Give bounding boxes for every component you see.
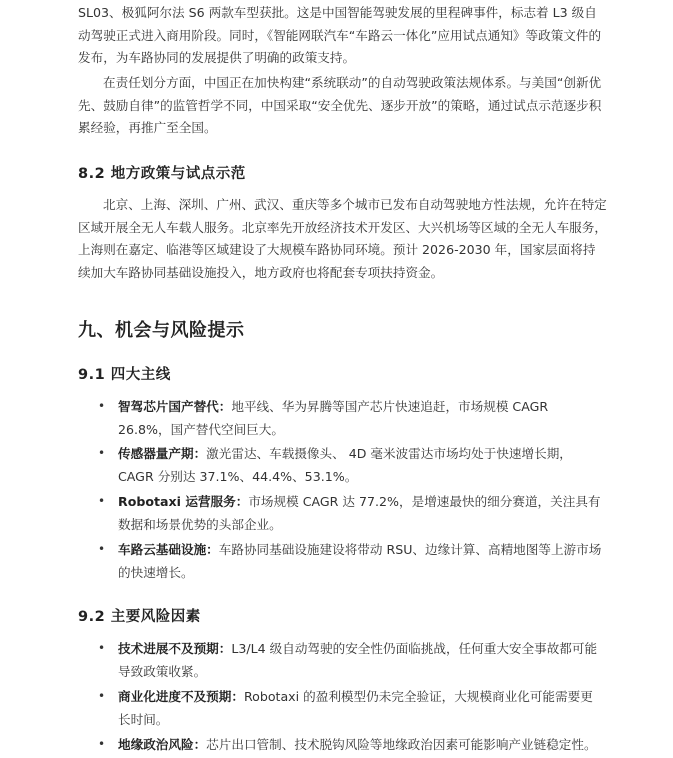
list-item-title: 智驾芯片国产替代： bbox=[118, 399, 232, 414]
bullet-icon: • bbox=[98, 446, 106, 460]
list-item bbox=[118, 734, 602, 757]
list-item-title: 传感器量产期： bbox=[118, 446, 207, 461]
list-item bbox=[118, 396, 602, 441]
section-9-heading: 九、机会与风险提示 bbox=[78, 320, 245, 341]
list-item bbox=[118, 443, 602, 488]
list-item-title: 地缘政治风险： bbox=[118, 737, 207, 752]
intro-paragraph-2: 在责任划分方面，中国正在加快构建“系统联动”的自动驾驶政策法规体系。与美国“创新优先、鼓励自律”的监管哲学不同，中国采取“安全优先、逐步开放”的策略，通过试点示范逐步积累经验，再推广至全国。 bbox=[78, 75, 602, 135]
list-item-text: 地平线、华为昇腾等国产芯片快速追赶，市场规模 CAGR 26.8%，国产替代空间巨大。 bbox=[118, 399, 549, 437]
bullet-icon: • bbox=[98, 689, 106, 703]
list-item-text: L3/L4 级自动驾驶的安全性仍面临挑战，任何重大安全事故都可能导致政策收紧。 bbox=[118, 641, 598, 679]
list-item-title: Robotaxi 运营服务： bbox=[118, 494, 249, 509]
section-9-1-heading: 9.1 四大主线 bbox=[78, 367, 171, 383]
bullet-icon: • bbox=[98, 737, 106, 751]
list-item-text: Robotaxi 的盈利模型仍未完全验证，大规模商业化可能需要更长时间。 bbox=[118, 689, 593, 727]
list-item bbox=[118, 491, 602, 536]
section-8-2-paragraph: 北京、上海、深圳、广州、武汉、重庆等多个城市已发布自动驾驶地方性法规，允许在特定区域开展全无人车载人服务。北京率先开放经济技术开发区、大兴机场等区域的全无人车服务，上海则在嘉定、临港等区域建设了大规模车路协同环境。预计 2026-2030 年，国家层面将持续加大车路协同基础设施投入，地方政府也将配套专项扶持资金。 bbox=[78, 197, 607, 280]
list-item bbox=[118, 638, 602, 683]
bullet-icon: • bbox=[98, 542, 106, 556]
section-9-2-heading: 9.2 主要风险因素 bbox=[78, 609, 201, 625]
list-item-text: 市场规模 CAGR 达 77.2%，是增速最快的细分赛道，关注具有数据和场景优势的头部企业。 bbox=[118, 494, 601, 532]
list-item-text: 芯片出口管制、技术脱钩风险等地缘政治因素可能影响产业链稳定性。 bbox=[206, 737, 597, 752]
bullet-icon: • bbox=[98, 641, 106, 655]
bullet-icon: • bbox=[98, 494, 106, 508]
intro-paragraph-1: SL03、极狐阿尔法 S6 两款车型获批。这是中国智能驾驶发展的里程碑事件，标志着 L3 级自动驾驶正式进入商用阶段。同时，《智能网联汽车“车路云一体化”应用试点通知》等政策文件的发布，为车路协同的发展提供了明确的政策支持。 bbox=[78, 5, 602, 65]
list-item-title: 车路云基础设施： bbox=[118, 542, 219, 557]
list-item-title: 商业化进度不及预期： bbox=[118, 689, 244, 704]
bullet-icon: • bbox=[98, 399, 106, 413]
list-item-title: 技术进展不及预期： bbox=[118, 641, 232, 656]
list-item bbox=[118, 686, 602, 731]
list-item-text: 激光雷达、车载摄像头、 4D 毫米波雷达市场均处于快速增长期，CAGR 分别达 37.1%、44.4%、53.1%。 bbox=[118, 446, 572, 484]
list-item-text: 车路协同基础设施建设将带动 RSU、边缘计算、高精地图等上游市场的快速增长。 bbox=[118, 542, 602, 580]
section-8-2-heading: 8.2 地方政策与试点示范 bbox=[78, 166, 246, 182]
list-item bbox=[118, 539, 602, 584]
